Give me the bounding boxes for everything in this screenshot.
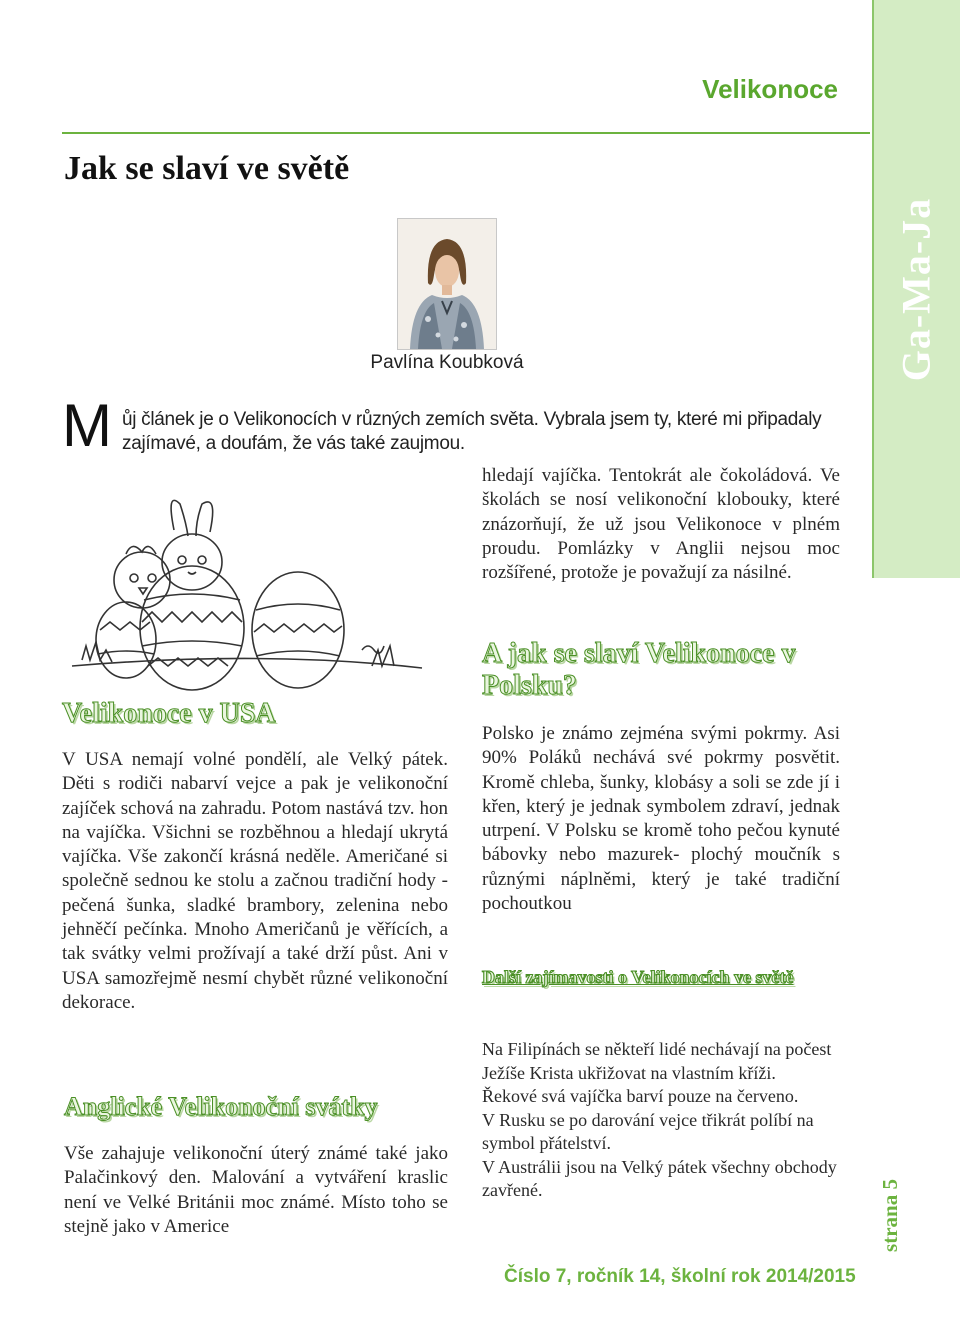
poland-text: Polsko je známo zejména svými pokrmy. Asi 90% Poláků nechává své pokrmy posvětit. Kromě chleba, šunky, klobásy a soli se zde jí i křen, který je jednak symbolem zdraví, jednak utrpení. V Polsku se kromě toho pečou kynuté bábovky nebo mazurek- plochý moučník s různými náplněmi, který je také tradiční pochoutkou	[482, 723, 840, 915]
author-portrait-image	[398, 219, 496, 349]
magazine-brand-text: Ga-Ma-Ja	[893, 197, 939, 381]
uk-heading: Anglické Velikonoční svátky	[64, 1092, 378, 1121]
fact-item: Na Filipínách se někteří lidé nechávají na počest Ježíše Krista ukřižovat na vlastním kříži.	[482, 1039, 832, 1083]
author-photo	[397, 218, 497, 350]
page-number-text: strana 5	[877, 1178, 902, 1252]
uk-text: Vše zahajuje velikonoční úterý známé také jako Palačinkový den. Malování a vytváření kraslic není ve Velké Británii moc známé. Místo toho se stejně jako v Americe	[64, 1143, 448, 1237]
fact-item: V Austrálii jsou na Velký pátek všechny obchody zavřené.	[482, 1156, 837, 1200]
uk-text-continued: hledají vajíčka. Tentokrát ale čokoládová. Ve školách se nosí velikonoční klobouky, které znázorňují, že už jsou Velikonoce v plném proudu. Pomlázky v Anglii nejsou moc rozšířené, protože je považují za násilné.	[482, 465, 840, 584]
usa-text: V USA nemají volné pondělí, ale Velký pátek. Děti s rodiči nabarví vejce a pak je velikonoční zajíček schová na zahradu. Potom nastává tzv. hon na vajíčka. Všichni se rozběhnou a hledají ukrytá vajíčka. Vše zakončí krásná neděle. Američané si společně sednou ke stolu a začnou tradiční hody - pečená šunka, sladké brambory, zelenina nebo jehněčí pečínka. Mnoho Američanů je věřících, a tak svátky velmi prožívají a také drží půst. Ani v USA samozřejmě nesmí chybět různé velikonoční dekorace.	[62, 749, 448, 1013]
intro-text: ůj článek je o Velikonocích v různých zemích světa. Vybrala jsem ty, které mi připadaly zajímavé, a doufám, že vás také zaujmou.	[122, 409, 822, 454]
facts-list	[482, 1038, 840, 1203]
fact-item: Řekové svá vajíčka barví pouze na červeno.	[482, 1086, 799, 1106]
more-heading: Další zajímavosti o Velikonocích ve světě	[482, 967, 794, 987]
magazine-brand	[872, 0, 960, 578]
chick-bunny-eggs-drawing	[62, 470, 462, 698]
page-number	[860, 1160, 920, 1270]
poland-heading: A jak se slaví Velikonoce v Polsku?	[482, 638, 796, 701]
usa-heading: Velikonoce v USA	[62, 698, 276, 729]
author-name: Pavlína Koubková	[370, 352, 524, 373]
section-tag: Velikonoce	[702, 74, 838, 104]
intro-dropcap: M	[62, 392, 112, 459]
issue-footer: Číslo 7, ročník 14, školní rok 2014/2015	[504, 1266, 856, 1287]
header-rule	[62, 132, 870, 134]
page-title: Jak se slaví ve světě	[64, 150, 350, 187]
easter-illustration	[62, 470, 462, 698]
fact-item: V Rusku se po darování vejce třikrát políbí na symbol přátelství.	[482, 1109, 814, 1153]
